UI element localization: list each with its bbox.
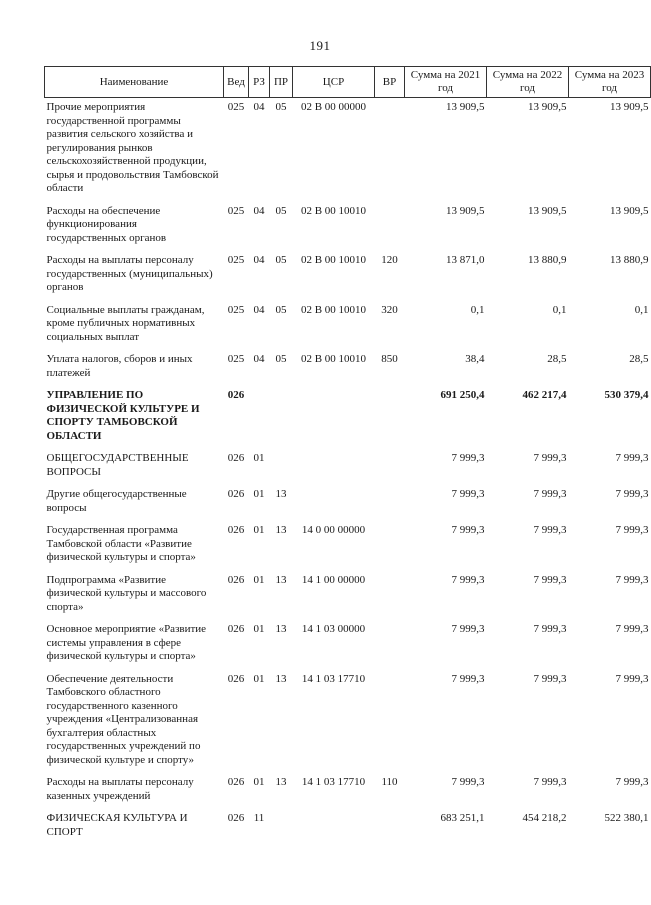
table-row bbox=[45, 574, 651, 624]
cell-csr: 02 В 00 10010 bbox=[300, 254, 367, 266]
cell-sum-2022: 7 999,3 bbox=[533, 672, 567, 685]
cell-sum-2021: 13 871,0 bbox=[446, 254, 485, 266]
cell-csr: 14 0 00 00000 bbox=[301, 524, 366, 536]
table-header-row bbox=[45, 67, 651, 98]
cell-ved: 025 bbox=[227, 303, 245, 316]
cell-rz: 04 bbox=[253, 101, 265, 113]
cell-rz: 01 bbox=[253, 573, 265, 586]
cell-name: Расходы на выплаты персоналу государственных (муниципальных) органов bbox=[46, 254, 213, 293]
cell-name: Подпрограмма «Развитие физической культуры и массового спорта» bbox=[46, 573, 207, 613]
cell-pr: 13 bbox=[275, 573, 287, 586]
header-sum-2023: Сумма на 2023 год bbox=[569, 67, 651, 98]
cell-ved: 026 bbox=[227, 573, 245, 586]
table-row bbox=[45, 812, 651, 848]
cell-sum-2023: 7 999,3 bbox=[615, 623, 649, 635]
cell-rz: 04 bbox=[253, 303, 265, 316]
cell-name: ФИЗИЧЕСКАЯ КУЛЬТУРА И СПОРТ bbox=[46, 812, 188, 838]
table-row bbox=[45, 353, 651, 389]
cell-ved: 026 bbox=[227, 524, 245, 536]
cell-csr: 02 В 00 10010 bbox=[300, 303, 367, 316]
cell-vr bbox=[375, 98, 405, 205]
cell-sum-2023: 13 880,9 bbox=[610, 254, 649, 266]
table-body bbox=[45, 98, 651, 849]
cell-vr bbox=[375, 205, 405, 255]
cell-rz bbox=[249, 389, 270, 452]
cell-csr bbox=[293, 488, 375, 524]
cell-sum-2023: 530 379,4 bbox=[604, 389, 649, 401]
cell-sum-2023: 7 999,3 bbox=[615, 524, 649, 536]
header-sum-2021: Сумма на 2021 год bbox=[405, 67, 487, 98]
cell-sum-2022: 28,5 bbox=[547, 353, 567, 365]
cell-vr bbox=[375, 623, 405, 673]
cell-name: Прочие мероприятия государственной программы развития сельского хозяйства и регулирования рынков сельскохозяйственной продукции, сырья и продовольствия Тамбовской области bbox=[46, 101, 219, 194]
cell-rz: 01 bbox=[253, 488, 265, 500]
header-csr: ЦСР bbox=[293, 67, 375, 98]
table-row bbox=[45, 254, 651, 304]
cell-sum-2023: 7 999,3 bbox=[615, 776, 649, 788]
budget-table bbox=[44, 66, 651, 848]
cell-ved: 026 bbox=[227, 452, 245, 464]
cell-pr: 05 bbox=[275, 303, 287, 316]
cell-pr bbox=[270, 812, 293, 848]
cell-sum-2021: 0,1 bbox=[470, 303, 485, 316]
cell-name: Расходы на выплаты персоналу казенных учреждений bbox=[46, 776, 194, 802]
cell-ved: 026 bbox=[227, 812, 245, 824]
cell-pr: 05 bbox=[275, 101, 287, 113]
cell-rz: 04 bbox=[253, 254, 265, 266]
cell-sum-2021: 38,4 bbox=[465, 353, 485, 365]
cell-vr bbox=[375, 452, 405, 488]
cell-pr: 05 bbox=[275, 204, 287, 217]
cell-sum-2022: 13 909,5 bbox=[528, 101, 567, 113]
page-number: 191 bbox=[309, 38, 331, 53]
cell-sum-2021: 7 999,3 bbox=[451, 452, 485, 464]
cell-sum-2023: 28,5 bbox=[629, 353, 649, 365]
table-row bbox=[45, 776, 651, 812]
header-rz: РЗ bbox=[249, 67, 270, 98]
cell-ved: 026 bbox=[227, 672, 245, 685]
cell-ved: 026 bbox=[227, 488, 245, 500]
cell-csr bbox=[293, 812, 375, 848]
cell-csr: 14 1 03 17710 bbox=[301, 672, 366, 685]
header-vr: ВР bbox=[375, 67, 405, 98]
cell-rz: 01 bbox=[253, 623, 265, 635]
cell-rz: 04 bbox=[253, 353, 265, 365]
cell-ved: 026 bbox=[227, 776, 245, 788]
cell-name: Социальные выплаты гражданам, кроме публичных нормативных социальных выплат bbox=[46, 303, 205, 343]
cell-rz: 04 bbox=[253, 204, 265, 217]
cell-name: Основное мероприятие «Развитие системы управления в сфере физической культуры и спорта» bbox=[46, 623, 207, 662]
cell-ved: 026 bbox=[227, 389, 245, 401]
cell-vr bbox=[375, 673, 405, 777]
cell-sum-2022: 13 909,5 bbox=[528, 204, 567, 217]
cell-sum-2023: 13 909,5 bbox=[610, 204, 649, 217]
cell-vr: 110 bbox=[381, 776, 398, 788]
cell-sum-2023: 7 999,3 bbox=[615, 672, 649, 685]
cell-csr: 02 В 00 00000 bbox=[300, 101, 367, 113]
cell-sum-2021: 7 999,3 bbox=[451, 573, 485, 586]
cell-ved: 025 bbox=[227, 101, 245, 113]
cell-sum-2021: 7 999,3 bbox=[451, 672, 485, 685]
cell-csr bbox=[293, 389, 375, 452]
cell-sum-2021: 13 909,5 bbox=[446, 204, 485, 217]
cell-pr: 13 bbox=[275, 623, 287, 635]
table-row bbox=[45, 205, 651, 255]
cell-name: Обеспечение деятельности Тамбовского областного государственного казенного учреждения «Централизованная бухгалтерия областных государственных учреждений по физической культуре и спорту» bbox=[46, 672, 201, 766]
cell-pr: 13 bbox=[275, 672, 287, 685]
cell-sum-2023: 0,1 bbox=[634, 303, 649, 316]
cell-sum-2023: 7 999,3 bbox=[615, 488, 649, 500]
cell-sum-2022: 13 880,9 bbox=[528, 254, 567, 266]
cell-ved: 025 bbox=[227, 204, 245, 217]
cell-name: ОБЩЕГОСУДАРСТВЕННЫЕ ВОПРОСЫ bbox=[46, 452, 189, 478]
cell-vr bbox=[375, 812, 405, 848]
cell-csr: 02 В 00 10010 bbox=[300, 353, 367, 365]
cell-sum-2022: 7 999,3 bbox=[533, 488, 567, 500]
cell-sum-2023: 522 380,1 bbox=[604, 812, 649, 824]
table-row bbox=[45, 304, 651, 354]
cell-sum-2022: 7 999,3 bbox=[533, 524, 567, 536]
cell-csr: 14 1 00 00000 bbox=[301, 573, 366, 586]
cell-sum-2021: 7 999,3 bbox=[451, 524, 485, 536]
table-row bbox=[45, 673, 651, 777]
header-sum-2022: Сумма на 2022 год bbox=[487, 67, 569, 98]
cell-pr: 05 bbox=[275, 254, 287, 266]
cell-name: УПРАВЛЕНИЕ ПО ФИЗИЧЕСКОЙ КУЛЬТУРЕ И СПОРТУ ТАМБОВСКОЙ ОБЛАСТИ bbox=[46, 389, 200, 442]
cell-sum-2022: 0,1 bbox=[552, 303, 567, 316]
table-row bbox=[45, 452, 651, 488]
cell-sum-2022: 7 999,3 bbox=[533, 776, 567, 788]
cell-sum-2022: 7 999,3 bbox=[533, 573, 567, 586]
cell-vr bbox=[375, 488, 405, 524]
cell-ved: 026 bbox=[227, 623, 245, 635]
cell-csr: 02 В 00 10010 bbox=[300, 204, 367, 217]
cell-pr: 05 bbox=[275, 353, 287, 365]
cell-sum-2021: 7 999,3 bbox=[451, 623, 485, 635]
cell-pr: 13 bbox=[275, 776, 287, 788]
cell-sum-2021: 7 999,3 bbox=[451, 488, 485, 500]
cell-csr bbox=[293, 452, 375, 488]
cell-sum-2021: 7 999,3 bbox=[451, 776, 485, 788]
cell-name: Уплата налогов, сборов и иных платежей bbox=[46, 353, 193, 379]
cell-pr bbox=[270, 389, 293, 452]
cell-sum-2023: 7 999,3 bbox=[615, 573, 649, 586]
cell-vr bbox=[375, 389, 405, 452]
cell-csr: 14 1 03 17710 bbox=[301, 776, 366, 788]
cell-sum-2023: 7 999,3 bbox=[615, 452, 649, 464]
table-row bbox=[45, 389, 651, 452]
table-row bbox=[45, 524, 651, 574]
cell-ved: 025 bbox=[227, 353, 245, 365]
cell-sum-2022: 7 999,3 bbox=[533, 452, 567, 464]
cell-sum-2023: 13 909,5 bbox=[610, 101, 649, 113]
header-name: Наименование bbox=[45, 67, 224, 98]
cell-ved: 025 bbox=[227, 254, 245, 266]
cell-sum-2022: 454 218,2 bbox=[522, 812, 567, 824]
cell-sum-2021: 691 250,4 bbox=[440, 389, 485, 401]
cell-csr: 14 1 03 00000 bbox=[301, 623, 366, 635]
cell-rz: 01 bbox=[253, 776, 265, 788]
cell-vr bbox=[375, 524, 405, 574]
table-row bbox=[45, 98, 651, 205]
cell-name: Другие общегосударственные вопросы bbox=[46, 488, 187, 514]
cell-pr: 13 bbox=[275, 488, 287, 500]
cell-rz: 01 bbox=[253, 452, 265, 464]
table-row bbox=[45, 623, 651, 673]
cell-sum-2022: 7 999,3 bbox=[533, 623, 567, 635]
cell-name: Расходы на обеспечение функционирования государственных органов bbox=[46, 204, 167, 244]
cell-sum-2021: 683 251,1 bbox=[440, 812, 485, 824]
cell-sum-2021: 13 909,5 bbox=[446, 101, 485, 113]
cell-pr bbox=[270, 452, 293, 488]
cell-name: Государственная программа Тамбовской области «Развитие физической культуры и спорта» bbox=[46, 524, 196, 563]
header-pr: ПР bbox=[270, 67, 293, 98]
cell-vr: 320 bbox=[381, 303, 398, 316]
table-row bbox=[45, 488, 651, 524]
header-ved: Вед bbox=[224, 67, 249, 98]
cell-rz: 11 bbox=[253, 812, 265, 824]
cell-vr bbox=[375, 574, 405, 624]
cell-rz: 01 bbox=[253, 672, 265, 685]
cell-sum-2022: 462 217,4 bbox=[522, 389, 567, 401]
cell-vr: 850 bbox=[381, 353, 398, 365]
cell-rz: 01 bbox=[253, 524, 265, 536]
cell-pr: 13 bbox=[275, 524, 287, 536]
cell-vr: 120 bbox=[381, 254, 398, 266]
